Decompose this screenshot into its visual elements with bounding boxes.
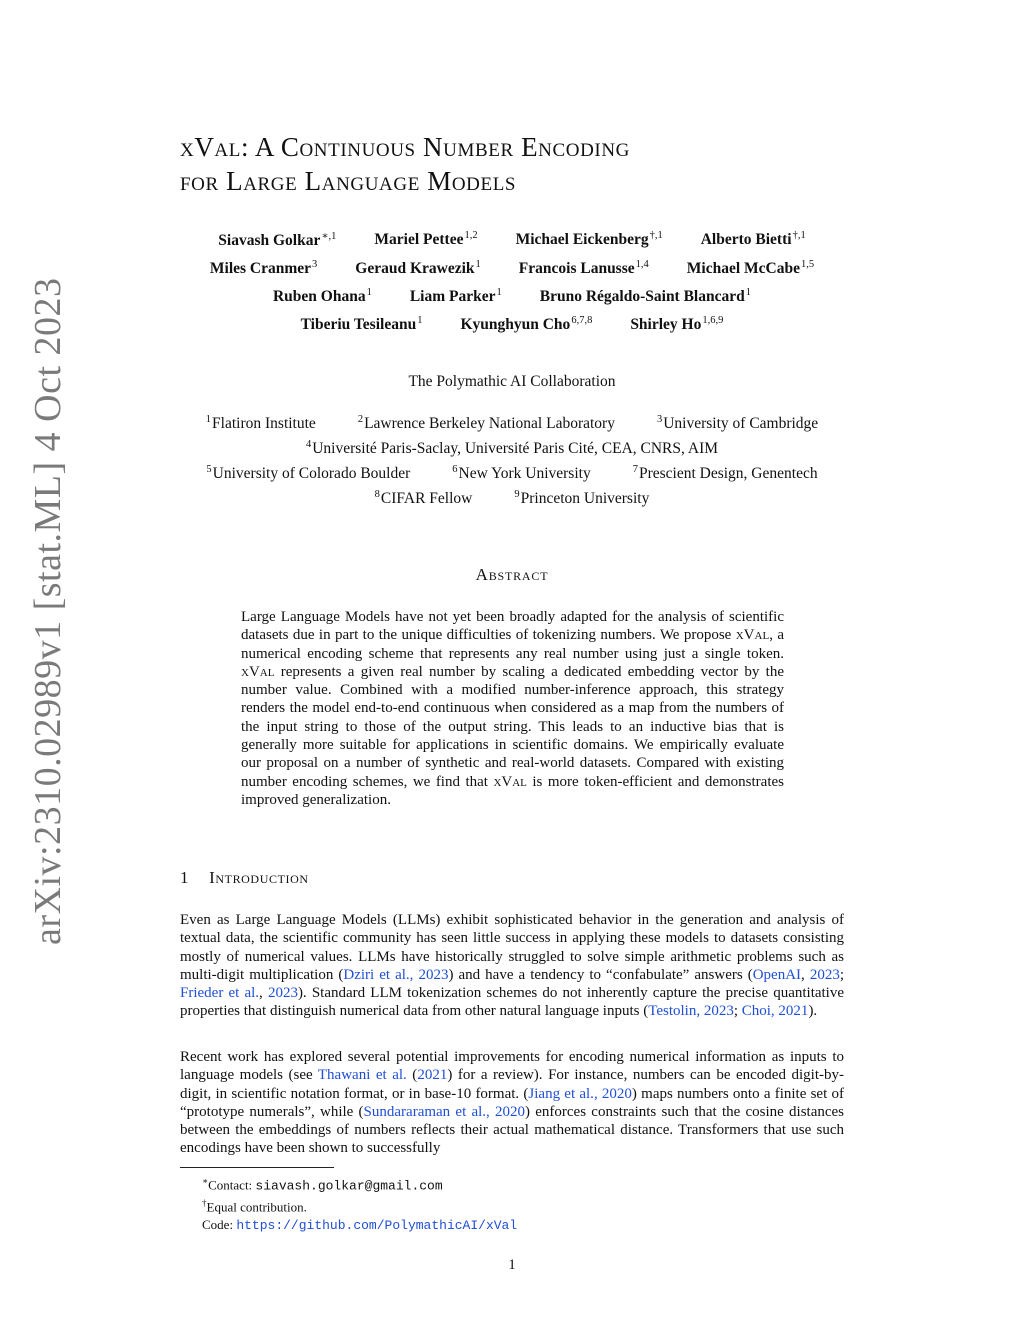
author: Michael Eickenberg$^{\dagger,1}$ — [515, 230, 663, 249]
author-row-2 — [170, 259, 854, 278]
affiliation: $^5$University of Colorado Boulder — [206, 464, 411, 483]
footnote-contact: ∗Contact: siavash.golkar@gmail.com — [202, 1176, 443, 1194]
citation-link[interactable]: Sundararaman et al., 2020 — [363, 1103, 526, 1120]
author: Michael McCabe$^{1,5}$ — [686, 259, 815, 278]
author: Ruben Ohana$^1$ — [272, 287, 372, 306]
footnote-code: Code: https://github.com/PolymathicAI/xVal — [202, 1216, 518, 1233]
footnotes — [202, 1173, 517, 1234]
collaboration-name: The Polymathic AI Collaboration — [408, 373, 616, 390]
citation-link[interactable]: 2023 — [809, 966, 840, 983]
author-row-3 — [170, 287, 854, 306]
author: Bruno Régaldo-Saint Blancard$^1$ — [539, 287, 751, 306]
intro-paragraph-2: Recent work has explored several potential improvements for encoding numerical information as inputs to language models (see Thawani et al. (2021) for a review). For instance, numbers can be encoded digit-by-digit, in scientific notation format, or in base-10 format. (Jiang et al., 2020) maps numbers onto a finite set of “prototype numerals”, while (Sundararaman et al., 2020) enforces constraints such that the cosine distances between the embeddings of numbers reflects their actual mathematical distance. Transformers that use such encodings have been shown to successfully — [180, 1049, 845, 1157]
citation-link[interactable]: Thawani et al. — [317, 1067, 407, 1084]
method-name: xVal — [735, 627, 770, 644]
paper-title — [180, 130, 880, 198]
citation-link[interactable]: OpenAI — [752, 966, 802, 983]
affiliation-row — [170, 409, 854, 434]
author: Kyunghyun Cho$^{6,7,8}$ — [460, 315, 593, 334]
citation-link[interactable]: Dziri et al., 2023 — [343, 966, 449, 983]
citation-link[interactable]: Jiang et al., 2020 — [528, 1085, 632, 1102]
arxiv-identifier-stamp: arXiv:2310.02989v1 [stat.ML] 4 Oct 2023 — [27, 277, 69, 945]
author: Mariel Pettee$^{1,2}$ — [374, 230, 478, 249]
section-number: 1 — [180, 868, 190, 887]
abstract-text: Large Language Models have not yet been broadly adapted for the analysis of scientific datasets due in part to the unique difficulties of tokenizing numbers. We propose xVal, a numerical encoding scheme that represents any real number using just a single token. xVal represents a given real number by scaling a dedicated embedding vector by the number value. Combined with a modified number-inference approach, this strategy renders the model end-to-end continuous when considered as a map from the numbers of the input string to those of the output string. This leads to an inductive bias that is generally more suitable for applications in scientific domains. We empirically evaluate our proposal on a number of synthetic and real-world datasets. Compared with existing number encoding schemes, we find that xVal is more token-efficient and demonstrates improved generalization. — [241, 609, 784, 808]
code-repository-link[interactable]: https://github.com/PolymathicAI/xVal — [236, 1217, 518, 1233]
affiliation-row — [170, 484, 854, 509]
author: Geraud Krawezik$^1$ — [355, 259, 481, 278]
author: Siavash Golkar$^{∗,1}$ — [218, 231, 337, 250]
citation-link[interactable]: 2023 — [267, 985, 298, 1002]
affiliation: $^2$Lawrence Berkeley National Laboratory — [357, 414, 615, 433]
contact-email: siavash.golkar@gmail.com — [255, 1178, 443, 1194]
citation-link[interactable]: Choi, 2021 — [741, 1003, 809, 1020]
affiliation-row — [170, 459, 854, 484]
intro-paragraph-1: Even as Large Language Models (LLMs) exhibit sophisticated behavior in the generation and analysis of textual data, the scientific community has seen little success in applying these models to datasets consisting mostly of numerical values. LLMs have historically struggled to solve simple arithmetic problems such as multi-digit multiplication (Dziri et al., 2023) and have a tendency to “confabulate” answers (OpenAI, 2023; Frieder et al., 2023). Standard LLM tokenization schemes do not inherently capture the precise quantitative properties that distinguish numerical data from other natural language inputs (Testolin, 2023; Choi, 2021). — [180, 912, 845, 1020]
method-name: xVal — [241, 663, 275, 680]
author: Liam Parker$^1$ — [409, 287, 502, 306]
footnote-equal-contribution: †Equal contribution. — [202, 1197, 307, 1215]
author-list — [170, 230, 854, 344]
affiliation: $^3$University of Cambridge — [656, 414, 819, 433]
abstract-heading: Abstract — [475, 565, 549, 584]
author: Tiberiu Tesileanu$^1$ — [300, 315, 423, 334]
title-line-1: xVal: A Continuous Number Encoding — [180, 132, 630, 162]
citation-link[interactable]: 2021 — [417, 1067, 448, 1084]
affiliation: $^9$Princeton University — [514, 489, 650, 508]
page-number: 1 — [508, 1257, 516, 1273]
footnote-rule — [180, 1167, 334, 1168]
affiliation: $^7$Prescient Design, Genentech — [632, 464, 818, 483]
citation-link[interactable]: Frieder et al. — [180, 985, 260, 1002]
author: Francois Lanusse$^{1,4}$ — [518, 259, 649, 278]
section-heading-introduction — [180, 868, 309, 888]
author-row-4 — [170, 315, 854, 334]
affiliation-row — [170, 434, 854, 459]
author: Miles Cranmer$^3$ — [209, 259, 318, 278]
title-line-2: for Large Language Models — [180, 166, 517, 196]
section-title: Introduction — [209, 868, 309, 887]
author-row-1 — [170, 230, 854, 250]
author: Alberto Bietti$^{\dagger,1}$ — [700, 230, 806, 249]
affiliation: $^4$Université Paris-Saclay, Université Paris Cité, CEA, CNRS, AIM — [305, 439, 719, 458]
citation-link[interactable]: Testolin, 2023 — [648, 1003, 734, 1020]
affiliation-list — [170, 409, 854, 510]
affiliation: $^8$CIFAR Fellow — [374, 489, 473, 508]
affiliation: $^1$Flatiron Institute — [205, 414, 316, 433]
method-name: xVal — [493, 773, 527, 790]
author: Shirley Ho$^{1,6,9}$ — [630, 315, 724, 334]
affiliation: $^6$New York University — [452, 464, 591, 483]
